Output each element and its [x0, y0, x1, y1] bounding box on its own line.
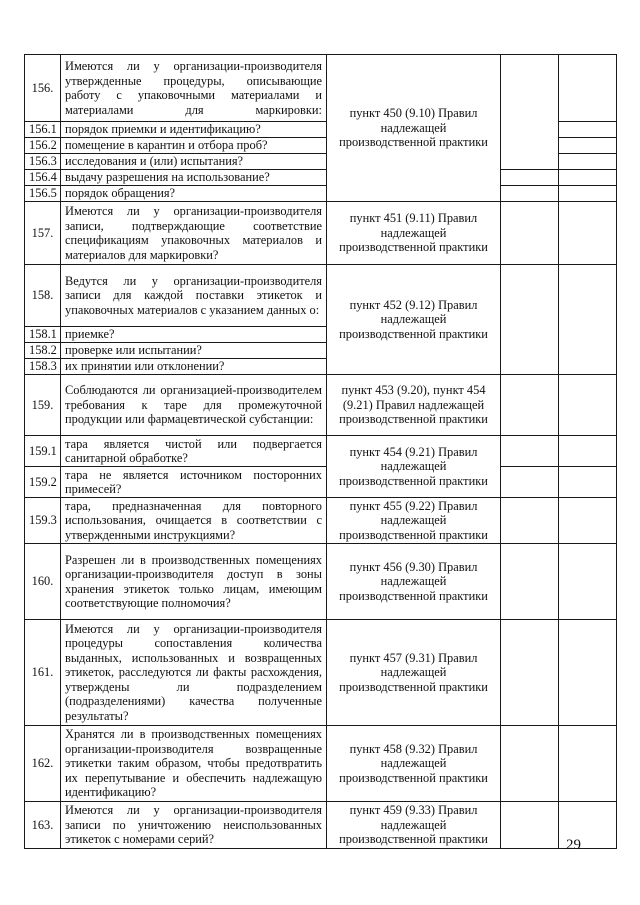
item-number: 156. [25, 55, 61, 122]
question-text: тара, предназначенная для повторного использования, очищается в соответствии с утвержденными инструкциями? [61, 498, 327, 544]
question-text: Имеются ли у организации-производителя записи по уничтожению неиспользованных этикеток с номерами серий? [61, 802, 327, 849]
item-number: 158. [25, 265, 61, 327]
table-row [25, 498, 617, 544]
answer-cell [501, 55, 559, 170]
question-text: Ведутся ли у организации-производителя записи для каждой поставки этикеток и упаковочных материалов с указанием данных о: [61, 265, 327, 327]
question-text: помещение в карантин и отбора проб? [61, 138, 327, 154]
table-row [25, 170, 617, 186]
reference-cell: пункт 450 (9.10) Правил надлежащей производственной практики [327, 55, 501, 202]
item-number: 159. [25, 375, 61, 436]
question-text: проверке или испытании? [61, 343, 327, 359]
table-row [25, 436, 617, 467]
item-number: 159.1 [25, 436, 61, 467]
table-row [25, 726, 617, 802]
notes-cell [559, 122, 617, 138]
question-text: Имеются ли у организации-производителя записи, подтверждающие соответствие спецификациям упаковочных материалов и материалов для маркировки? [61, 202, 327, 265]
question-text: Хранятся ли в производственных помещениях организации-производителя возвращенные этикетки таким образом, чтобы предотвратить их перепутывание и обеспечить надлежащую идентификацию? [61, 726, 327, 802]
table-row [25, 467, 617, 498]
answer-cell [501, 544, 559, 620]
notes-cell [559, 436, 617, 467]
answer-cell [501, 186, 559, 202]
item-number: 161. [25, 620, 61, 726]
question-text: Имеются ли у организации-производителя утвержденные процедуры, описывающие работу с упаковочными материалами и материалами для маркировки: [61, 55, 327, 122]
question-text: выдачу разрешения на использование? [61, 170, 327, 186]
table-row [25, 55, 617, 122]
item-number: 162. [25, 726, 61, 802]
answer-cell [501, 620, 559, 726]
notes-cell [559, 467, 617, 498]
notes-cell [559, 726, 617, 802]
table-row [25, 544, 617, 620]
notes-cell [559, 544, 617, 620]
question-text: тара не является источником посторонних примесей? [61, 467, 327, 498]
table-row [25, 186, 617, 202]
question-text: Разрешен ли в производственных помещениях организации-производителя доступ в зоны хранения этикеток только лицам, имеющим соответствующие полномочия? [61, 544, 327, 620]
answer-cell [501, 467, 559, 498]
reference-cell: пункт 459 (9.33) Правил надлежащей производственной практики [327, 802, 501, 849]
answer-cell [501, 375, 559, 436]
reference-cell: пункт 457 (9.31) Правил надлежащей производственной практики [327, 620, 501, 726]
table-row [25, 202, 617, 265]
item-number: 158.1 [25, 327, 61, 343]
reference-cell: пункт 454 (9.21) Правил надлежащей производственной практики [327, 436, 501, 498]
table-row [25, 620, 617, 726]
question-text: порядок обращения? [61, 186, 327, 202]
question-text: порядок приемки и идентификацию? [61, 122, 327, 138]
item-number: 163. [25, 802, 61, 849]
item-number: 158.3 [25, 359, 61, 375]
reference-cell: пункт 452 (9.12) Правил надлежащей производственной практики [327, 265, 501, 375]
notes-cell [559, 202, 617, 265]
answer-cell [501, 202, 559, 265]
notes-cell [559, 154, 617, 170]
item-number: 156.5 [25, 186, 61, 202]
table-row [25, 802, 617, 849]
item-number: 157. [25, 202, 61, 265]
item-number: 156.3 [25, 154, 61, 170]
notes-cell [559, 375, 617, 436]
answer-cell [501, 726, 559, 802]
item-number: 159.3 [25, 498, 61, 544]
item-number: 156.2 [25, 138, 61, 154]
notes-cell [559, 186, 617, 202]
question-text: Имеются ли у организации-производителя процедуры сопоставления количества выданных, использованных и возвращенных этикеток, расследуются ли факты расхождения, утверждены ли подразделением (подразделениями) качества полученные результаты? [61, 620, 327, 726]
item-number: 159.2 [25, 467, 61, 498]
notes-cell [559, 620, 617, 726]
reference-cell: пункт 458 (9.32) Правил надлежащей производственной практики [327, 726, 501, 802]
question-text: Соблюдаются ли организацией-производителем требования к таре для промежуточной продукции или фармацевтической субстанции: [61, 375, 327, 436]
table-row [25, 265, 617, 327]
reference-cell: пункт 453 (9.20), пункт 454 (9.21) Правил надлежащей производственной практики [327, 375, 501, 436]
answer-cell [501, 436, 559, 467]
notes-cell [559, 265, 617, 375]
item-number: 160. [25, 544, 61, 620]
question-text: тара является чистой или подвергается санитарной обработке? [61, 436, 327, 467]
notes-cell [559, 55, 617, 122]
question-text: исследования и (или) испытания? [61, 154, 327, 170]
notes-cell [559, 498, 617, 544]
page-number: 29 [566, 837, 581, 853]
answer-cell [501, 802, 559, 849]
answer-cell [501, 170, 559, 186]
answer-cell [501, 265, 559, 375]
question-text: приемке? [61, 327, 327, 343]
table-row [25, 375, 617, 436]
checklist-table [24, 54, 617, 849]
item-number: 156.4 [25, 170, 61, 186]
reference-cell: пункт 456 (9.30) Правил надлежащей производственной практики [327, 544, 501, 620]
notes-cell [559, 138, 617, 154]
item-number: 158.2 [25, 343, 61, 359]
answer-cell [501, 498, 559, 544]
notes-cell [559, 170, 617, 186]
reference-cell: пункт 455 (9.22) Правил надлежащей производственной практики [327, 498, 501, 544]
item-number: 156.1 [25, 122, 61, 138]
question-text: их принятии или отклонении? [61, 359, 327, 375]
reference-cell: пункт 451 (9.11) Правил надлежащей производственной практики [327, 202, 501, 265]
